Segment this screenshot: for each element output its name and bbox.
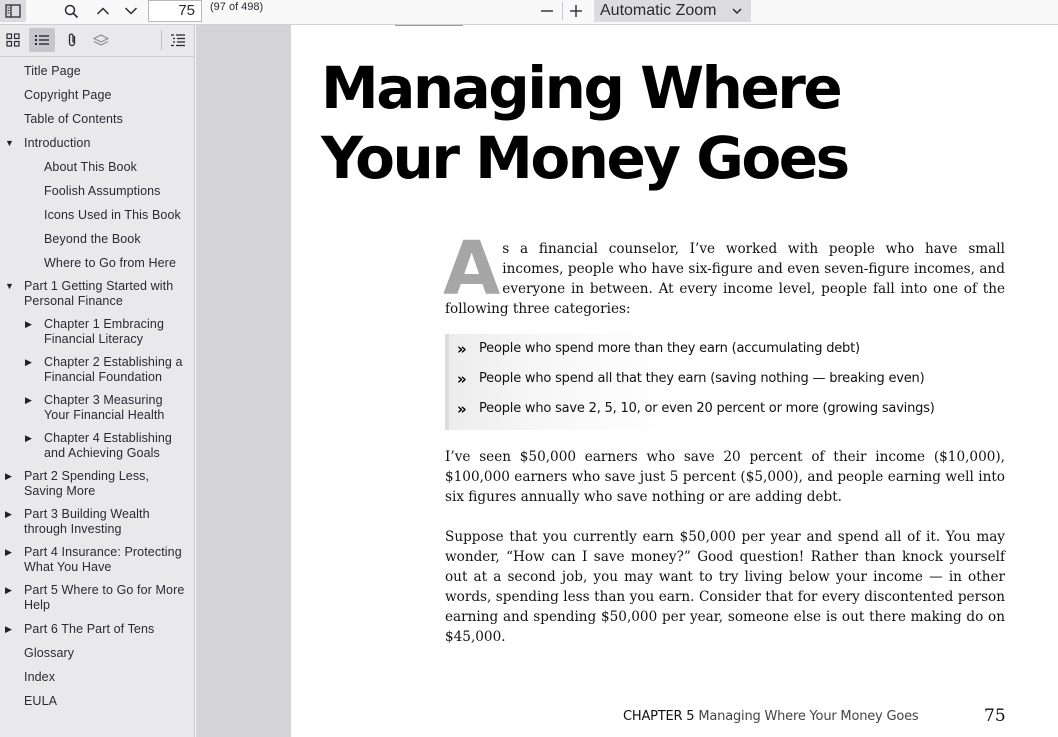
toolbar [0,0,1058,25]
current-outline-item-icon [170,33,186,47]
minus-icon [540,4,554,18]
double-chevron-icon: » [457,340,467,358]
triangle-right-icon[interactable]: ▶ [5,547,12,557]
triangle-right-icon[interactable]: ▶ [5,585,12,595]
layers-icon [93,33,109,47]
outline-item-title-page[interactable]: Title Page [24,64,81,78]
outline-item-part-6[interactable]: Part 6 The Part of Tens [24,622,155,636]
triangle-right-icon[interactable]: ▶ [5,509,12,519]
list-item-text: People who spend more than they earn (accumulating debt) [479,341,860,356]
outline-item-part-3[interactable] [24,507,150,537]
outline-item-part-1-line1: Part 1 Getting Started with [24,279,174,293]
outline-item-part-2-line1: Part 2 Spending Less, [24,469,150,483]
thumbnails-icon [6,33,20,47]
list-item-text: People who save 2, 5, 10, or even 20 percent or more (growing savings) [479,401,935,416]
body-paragraph-2: I’ve seen $50,000 earners who save 20 percent of their income ($10,000), $100,000 earners who save just 5 percent ($5,000), and people earning well into six figures annually who save nothing or are adding debt. [445,449,1005,505]
outline-item-part-5[interactable] [24,583,184,613]
next-page-button[interactable] [118,0,144,22]
paperclip-icon [66,32,78,48]
body-paragraph-3: Suppose that you currently earn $50,000 per year and spend all of it. You may wonder, “How can I save money?” Good question! Rather than knock yourself out at a second job, you may want to try living below your income — in other words, spending less than you earn. Consider that for every discontented person earning and spending $50,000 per year, someone else is out there making do on $45,000. [445,529,1005,645]
intro-paragraph [443,226,1005,319]
outline-item-eula[interactable]: EULA [24,694,58,708]
drop-cap: A [443,226,501,312]
triangle-right-icon[interactable]: ▶ [5,624,12,634]
chapter-title [321,53,848,193]
list-item-text: People who spend all that they earn (saving nothing — breaking even) [479,371,925,386]
zoom-select[interactable] [594,0,751,22]
plus-icon [569,4,583,18]
search-icon [64,4,79,19]
find-button[interactable] [58,0,84,22]
outline-item-part-4-line1: Part 4 Insurance: Protecting [24,545,182,559]
chevron-down-icon [731,4,743,18]
tab-layers[interactable] [88,28,114,52]
find-current-outline-item-button[interactable] [165,28,191,52]
outline-item-part-2-line2: Saving More [24,484,96,498]
outline-list-icon [34,33,50,47]
list-item [449,334,1009,364]
document-viewer[interactable] [196,25,1058,737]
outline-item-part-4-line2: What You Have [24,560,112,574]
triangle-right-icon[interactable]: ▶ [25,433,32,443]
outline-item-foolish-assumptions[interactable]: Foolish Assumptions [44,184,161,198]
zoom-select-value: Automatic Zoom [600,2,717,19]
outline-item-part-2[interactable] [24,469,149,499]
footer-chapter-title: Managing Where Your Money Goes [698,709,919,724]
tab-outline[interactable] [29,28,55,52]
sidebar-toggle-icon [5,4,21,18]
outline-item-part-1-line2: Personal Finance [24,294,123,308]
zoom-divider [562,2,563,20]
list-item [449,394,1009,424]
triangle-down-icon[interactable]: ▼ [5,281,14,291]
outline-item-chapter-3-line2: Your Financial Health [44,408,165,422]
page-footer-number: 75 [984,706,1006,726]
outline-item-beyond-the-book[interactable]: Beyond the Book [44,232,141,246]
outline-item-chapter-2-line1: Chapter 2 Establishing a [44,355,183,369]
double-chevron-icon: » [457,400,467,418]
double-chevron-icon: » [457,370,467,388]
chevron-up-icon [96,6,110,16]
triangle-right-icon[interactable]: ▶ [25,357,32,367]
chapter-title-line2: Your Money Goes [321,124,848,192]
outline-item-table-of-contents[interactable]: Table of Contents [24,112,123,126]
outline-item-copyright-page[interactable]: Copyright Page [24,88,112,102]
outline-item-chapter-4[interactable] [44,431,172,461]
outline-item-icons-used[interactable]: Icons Used in This Book [44,208,181,222]
triangle-right-icon[interactable]: ▶ [5,471,12,481]
outline-item-index[interactable]: Index [24,670,56,684]
triangle-right-icon[interactable]: ▶ [25,319,32,329]
chevron-down-icon [124,6,138,16]
footer-chapter-number: CHAPTER 5 [623,709,695,724]
page-footer-chapter [623,709,918,724]
intro-paragraph-text: s a financial counselor, I’ve worked with people who have small incomes, people who have six-figure and even seven-figure incomes, and everyone in between. At every income level, people fall into one of the following three categories: [445,241,1005,317]
tab-thumbnails[interactable] [0,28,26,52]
outline-item-about-this-book[interactable]: About This Book [44,160,137,174]
outline-item-where-to-go[interactable]: Where to Go from Here [44,256,177,270]
pdf-page [291,25,1058,737]
chapter-title-line1: Managing Where [321,54,841,122]
sidebar-tabs [0,25,194,57]
outline-item-chapter-2-line2: Financial Foundation [44,370,163,384]
outline-item-part-3-line1: Part 3 Building Wealth [24,507,150,521]
zoom-out-button[interactable] [536,0,558,22]
outline-item-part-4[interactable] [24,545,182,575]
outline-item-glossary[interactable]: Glossary [24,646,75,660]
list-item [449,364,1009,394]
outline-item-chapter-1[interactable] [44,317,164,347]
page-number-input[interactable]: 75 [148,0,202,22]
page-count-label: (97 of 498) [210,1,264,13]
outline-item-introduction[interactable]: Introduction [24,136,91,150]
outline-item-part-5-line1: Part 5 Where to Go for More [24,583,185,597]
sidebar [0,25,195,737]
outline-item-part-5-line2: Help [24,598,51,612]
outline-item-part-3-line2: through Investing [24,522,122,536]
sidebar-toggle-button[interactable] [0,0,26,22]
outline-item-chapter-2[interactable] [44,355,183,385]
outline-item-chapter-3[interactable] [44,393,164,423]
outline-item-chapter-4-line2: and Achieving Goals [44,446,160,460]
bullet-list [445,334,1009,430]
zoom-in-button[interactable] [565,0,587,22]
outline-item-chapter-4-line1: Chapter 4 Establishing [44,431,172,445]
page-top-rule [395,25,463,26]
triangle-down-icon[interactable]: ▼ [5,138,14,148]
outline-item-part-1[interactable] [24,279,173,309]
outline-item-chapter-3-line1: Chapter 3 Measuring [44,393,163,407]
triangle-right-icon[interactable]: ▶ [25,395,32,405]
previous-page-button[interactable] [90,0,116,22]
tab-divider [161,30,162,50]
tab-attachments[interactable] [59,28,85,52]
outline-item-chapter-1-line2: Financial Literacy [44,332,144,346]
outline-item-chapter-1-line1: Chapter 1 Embracing [44,317,165,331]
